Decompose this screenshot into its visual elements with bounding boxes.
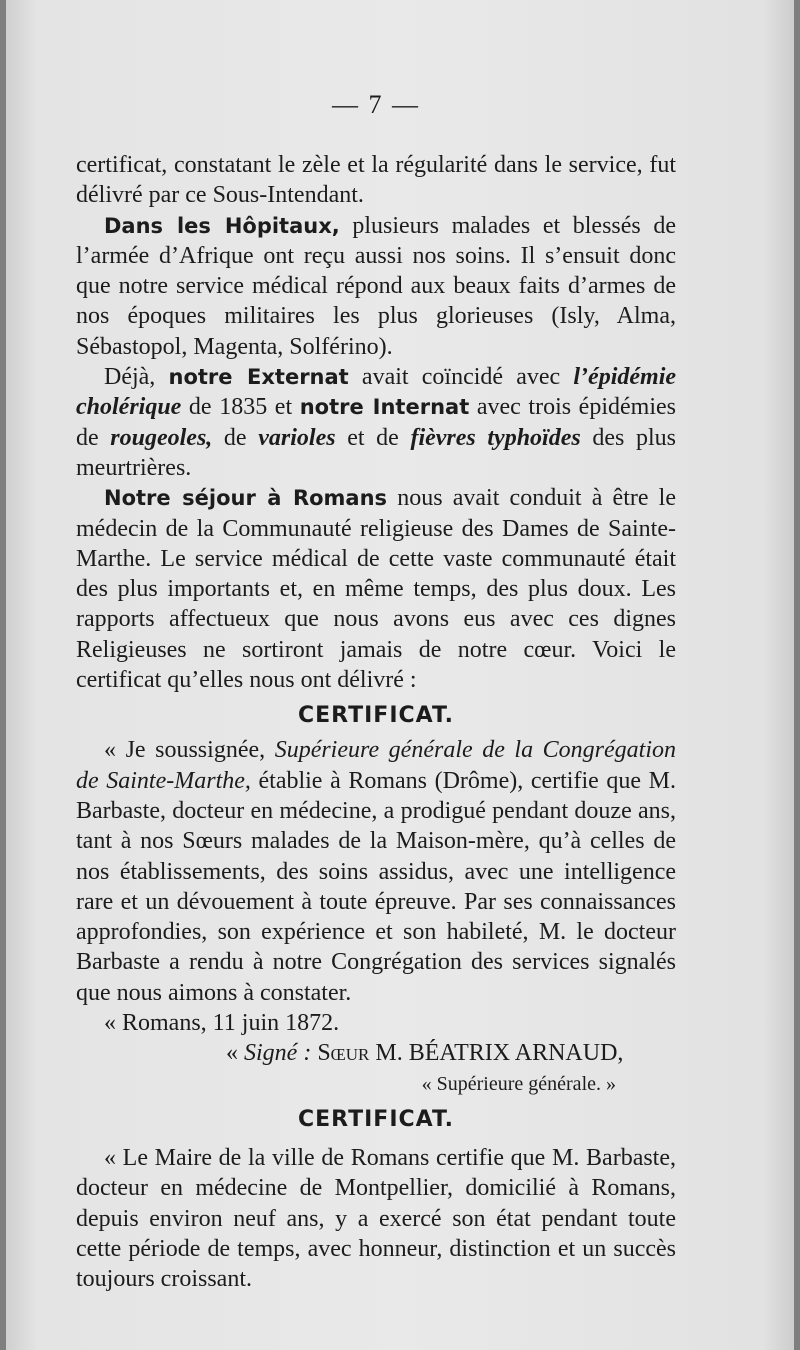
- paragraph-2-lead: Dans les Hôpitaux,: [104, 213, 340, 238]
- page: [6, 0, 794, 1350]
- p3-t2: avait coïncidé avec: [348, 364, 574, 391]
- page-number: — 7 —: [332, 90, 420, 119]
- p3-t3: de 1835 et: [181, 394, 300, 421]
- cert1-t1: « Je soussignée,: [104, 737, 275, 764]
- p3-rougeoles: rougeoles,: [110, 424, 213, 451]
- p3-t5: de: [212, 424, 259, 451]
- cert2-text: « Le Maire de la ville de Romans certifie que M. Barbaste, docteur en médecine de Montpellier, domicilié à Romans, depuis environ neuf ans, y a exercé son état pendant toute cette période de temps, avec honneur, distinction et un succès toujours croissant.: [76, 1144, 676, 1293]
- certificate-1-date: « Romans, 11 juin 1872.: [104, 1010, 340, 1037]
- paragraph-2: [76, 211, 676, 362]
- page-content: [76, 90, 676, 1294]
- paragraph-4-text: nous avait conduit à être le médecin de la Communauté religieuse des Dames de Sainte-Marthe. Le service médical de cette vaste communauté était des plus importants et, en même temps, des plus doux. Les rapports affectueux que nous avons eus avec ces dignes Religieuses ne sortiront jamais de notre cœur. Voici le certificat qu’elles nous ont délivré :: [76, 485, 676, 694]
- sig-name-sc: Sœur: [311, 1040, 370, 1067]
- p3-fievres: fièvres typhoïdes: [410, 424, 581, 451]
- certificate-1-heading: CERTIFICAT.: [297, 703, 455, 729]
- sig-name: M. BÉATRIX ARNAUD,: [369, 1040, 624, 1067]
- p3-t7: des plus meurtrières.: [76, 424, 676, 481]
- cert1-title: Supérieure générale de la Congrégation de Sainte-Marthe,: [76, 737, 676, 794]
- certificate-1-signature: [76, 1038, 676, 1068]
- p3-t1: Déjà,: [104, 364, 169, 391]
- paragraph-4-lead: Notre séjour à Romans: [104, 486, 388, 511]
- paragraph-2-text: plusieurs malades et blessés de l’armée d’Afrique ont reçu aussi nos soins. Il s’ensuit donc que notre service médical répond aux beaux faits d’armes de nos époques militaires les plus glorieuses (Isly, Alma, Sébastopol, Magenta, Solférino).: [76, 212, 676, 360]
- p3-externat: notre Externat: [168, 365, 349, 390]
- certificate-2-heading: CERTIFICAT.: [297, 1106, 455, 1132]
- p3-epidemie: l’épidémie cholérique: [76, 364, 677, 421]
- paragraph-1: [76, 150, 676, 211]
- certificate-2-body: [76, 1143, 676, 1294]
- paragraph-1-text: certificat, constatant le zèle et la régularité dans le service, fut délivré par ce Sous-Intendant.: [76, 152, 676, 209]
- p3-internat: notre Internat: [299, 395, 470, 420]
- paragraph-3: [76, 362, 676, 483]
- paragraph-4: [76, 483, 676, 695]
- cert1-t2: établie à Romans (Drôme), certifie que M. Barbaste, docteur en médecine, a prodigué pendant douze ans, tant à nos Sœurs malades de la Maison-mère, qu’à celles de nos établissements, des soins assidus, avec une intelligence rare et un dévouement à toute épreuve. Par ses connaissances approfondies, son expérience et son habileté, M. le docteur Barbaste a rendu à notre Congrégation des services signalés que nous aimons à constater.: [76, 767, 676, 1006]
- p3-t4: avec trois épidémies de: [76, 394, 676, 451]
- sig-label: Signé :: [244, 1040, 312, 1067]
- p3-varioles: varioles: [258, 424, 336, 451]
- certificate-1-signer-title: « Supérieure générale. »: [421, 1072, 616, 1095]
- p3-t6: et de: [335, 424, 411, 451]
- certificate-1-body: [76, 735, 676, 1008]
- sig-prefix: «: [226, 1040, 244, 1067]
